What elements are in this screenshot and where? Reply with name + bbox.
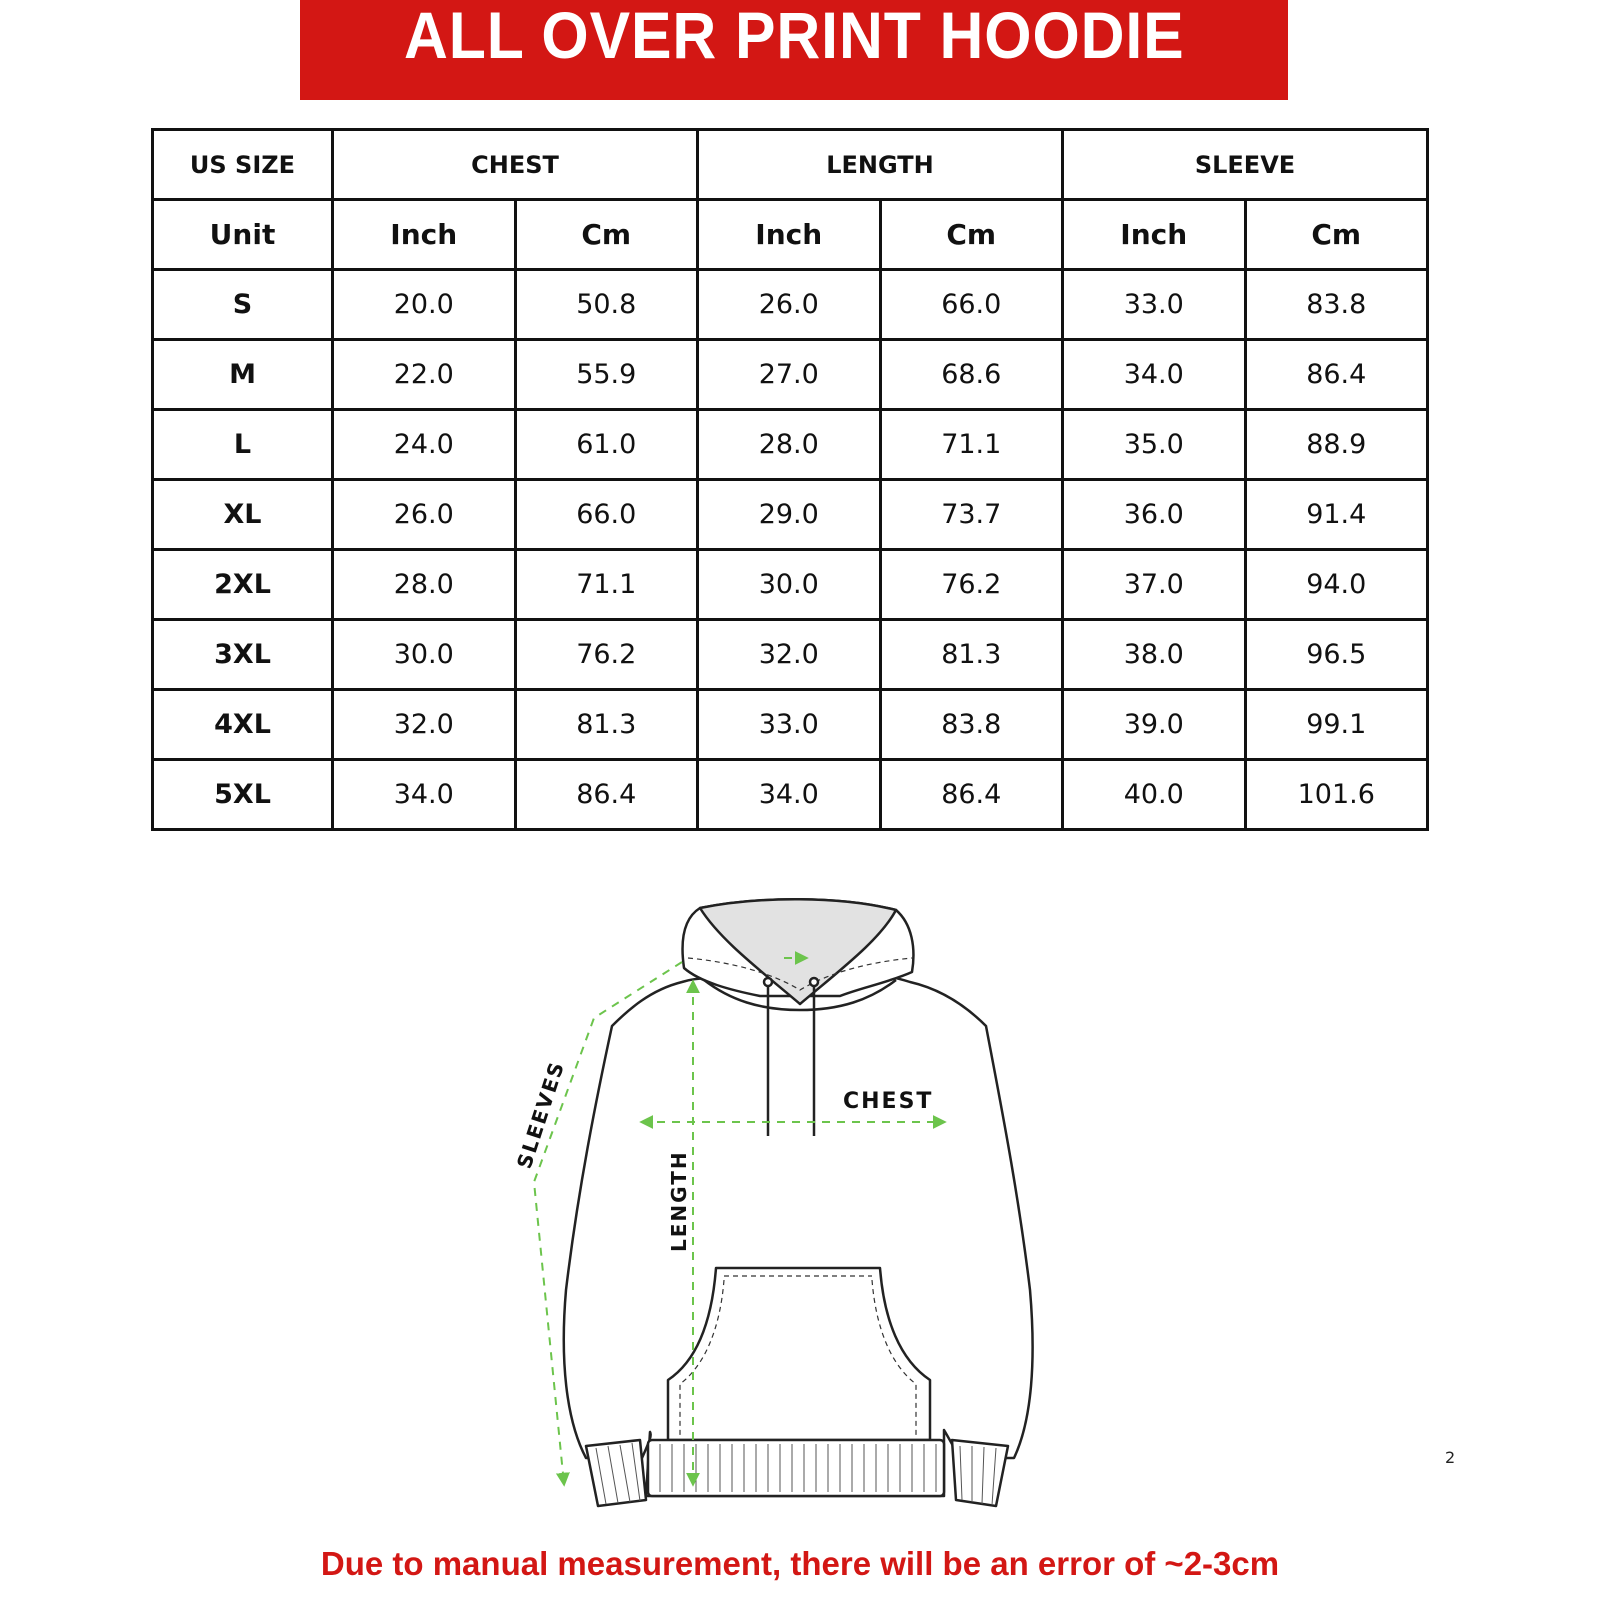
length-cm-cell: 71.1 — [880, 410, 1063, 480]
length-label: LENGTH — [667, 1150, 691, 1252]
length-cm-cell: 86.4 — [880, 760, 1063, 830]
length-cm-cell: 76.2 — [880, 550, 1063, 620]
size-cell: XL — [153, 480, 333, 550]
header-chest: CHEST — [333, 130, 698, 200]
chest-cm-cell: 86.4 — [515, 760, 698, 830]
sleeve-inch-cell: 40.0 — [1063, 760, 1246, 830]
length-cm-cell: 81.3 — [880, 620, 1063, 690]
chest-inch-cell: 34.0 — [333, 760, 516, 830]
sleeve-inch-cell: 38.0 — [1063, 620, 1246, 690]
sleeve-inch-cell: 33.0 — [1063, 270, 1246, 340]
size-cell: 3XL — [153, 620, 333, 690]
sleeve-cm-cell: 94.0 — [1245, 550, 1428, 620]
chest-cm-cell: 66.0 — [515, 480, 698, 550]
header-sleeve: SLEEVE — [1063, 130, 1428, 200]
length-inch-cell: 28.0 — [698, 410, 881, 480]
length-inch-cell: 29.0 — [698, 480, 881, 550]
chest-inch-cell: 20.0 — [333, 270, 516, 340]
sleeve-cm-cell: 88.9 — [1245, 410, 1428, 480]
chest-inch-cell: 28.0 — [333, 550, 516, 620]
chest-inch-cell: 30.0 — [333, 620, 516, 690]
sleeve-inch-cell: 34.0 — [1063, 340, 1246, 410]
unit-chest-inch: Inch — [333, 200, 516, 270]
chest-label: CHEST — [843, 1089, 934, 1114]
sleeve-cm-cell: 83.8 — [1245, 270, 1428, 340]
chest-cm-cell: 50.8 — [515, 270, 698, 340]
unit-label: Unit — [153, 200, 333, 270]
chest-cm-cell: 71.1 — [515, 550, 698, 620]
length-cm-cell: 83.8 — [880, 690, 1063, 760]
length-inch-cell: 30.0 — [698, 550, 881, 620]
length-inch-cell: 27.0 — [698, 340, 881, 410]
chest-cm-cell: 55.9 — [515, 340, 698, 410]
unit-length-cm: Cm — [880, 200, 1063, 270]
sleeve-inch-cell: 39.0 — [1063, 690, 1246, 760]
length-inch-cell: 26.0 — [698, 270, 881, 340]
unit-sleeve-cm: Cm — [1245, 200, 1428, 270]
chest-cm-cell: 81.3 — [515, 690, 698, 760]
sleeve-inch-cell: 35.0 — [1063, 410, 1246, 480]
header-length: LENGTH — [698, 130, 1063, 200]
header-us-size: US SIZE — [153, 130, 333, 200]
sleeve-cm-cell: 99.1 — [1245, 690, 1428, 760]
length-cm-cell: 73.7 — [880, 480, 1063, 550]
sleeve-cm-cell: 91.4 — [1245, 480, 1428, 550]
unit-chest-cm: Cm — [515, 200, 698, 270]
size-cell: 4XL — [153, 690, 333, 760]
size-cell: 5XL — [153, 760, 333, 830]
measurement-error-note: Due to manual measurement, there will be an error of ~2-3cm — [320, 1545, 1280, 1582]
sleeve-cm-cell: 96.5 — [1245, 620, 1428, 690]
chest-cm-cell: 76.2 — [515, 620, 698, 690]
length-cm-cell: 66.0 — [880, 270, 1063, 340]
size-cell: M — [153, 340, 333, 410]
chest-inch-cell: 32.0 — [333, 690, 516, 760]
sleeves-label: SLEEVES — [511, 1057, 570, 1172]
chest-inch-cell: 22.0 — [333, 340, 516, 410]
chest-cm-cell: 61.0 — [515, 410, 698, 480]
sleeve-inch-cell: 36.0 — [1063, 480, 1246, 550]
sleeve-cm-cell: 86.4 — [1245, 340, 1428, 410]
chest-inch-cell: 24.0 — [333, 410, 516, 480]
page-number: 2 — [1445, 1448, 1456, 1467]
unit-sleeve-inch: Inch — [1063, 200, 1246, 270]
size-cell: 2XL — [153, 550, 333, 620]
length-cm-cell: 68.6 — [880, 340, 1063, 410]
size-cell: L — [153, 410, 333, 480]
chest-inch-cell: 26.0 — [333, 480, 516, 550]
length-inch-cell: 34.0 — [698, 760, 881, 830]
title-text: ALL OVER PRINT HOODIE — [403, 0, 1185, 72]
sleeve-cm-cell: 101.6 — [1245, 760, 1428, 830]
sleeve-inch-cell: 37.0 — [1063, 550, 1246, 620]
unit-length-inch: Inch — [698, 200, 881, 270]
hoodie-outline-icon — [564, 899, 1033, 1506]
length-inch-cell: 32.0 — [698, 620, 881, 690]
length-inch-cell: 33.0 — [698, 690, 881, 760]
size-cell: S — [153, 270, 333, 340]
